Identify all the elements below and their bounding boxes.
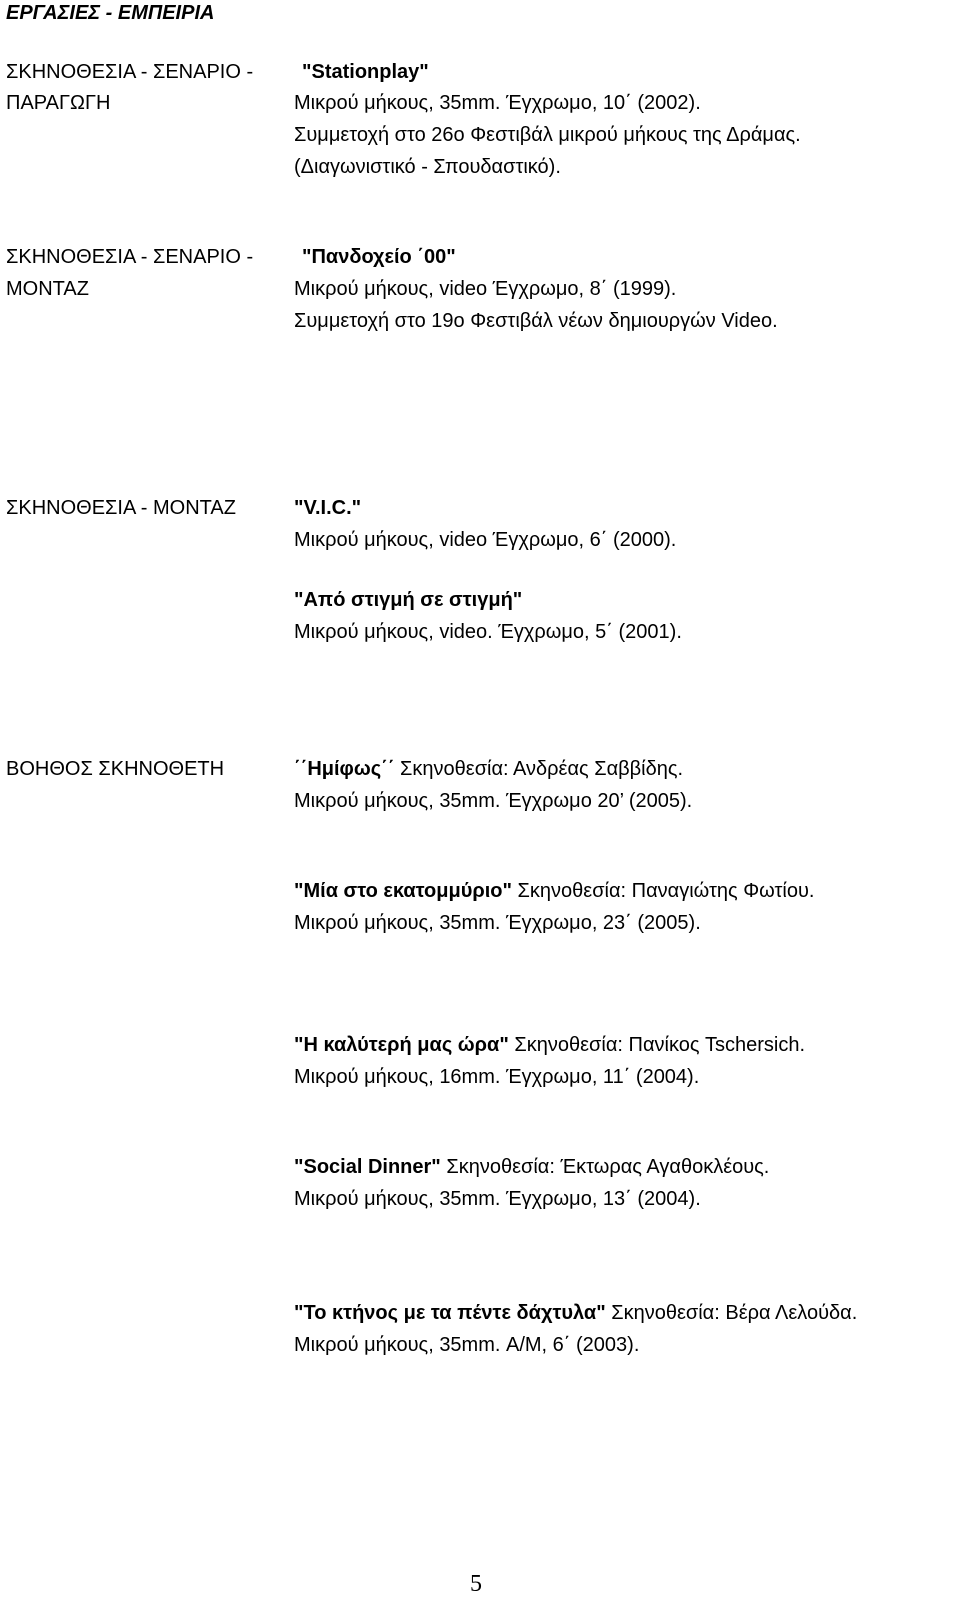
film-details: Μικρού μήκους, 16mm. Έγχρωμο, 11΄ (2004). [294,1066,700,1088]
film-credit-line [294,1301,857,1325]
film-title: "Πανδοχείο ΄00" [302,246,456,268]
film-details: Μικρού μήκους, 35mm. Α/Μ, 6΄ (2003). [294,1334,640,1356]
film-credit-line [294,1155,769,1179]
film-title: ΄΄Ημίφως΄΄ [294,758,395,780]
film-director: Σκηνοθεσία: Βέρα Λελούδα. [611,1302,858,1324]
film-details: Μικρού μήκους, video Έγχρωμο, 6΄ (2000). [294,529,677,551]
film-credit-line [294,757,683,781]
film-details: Μικρού μήκους, 35mm. Έγχρωμο, 13΄ (2004). [294,1188,701,1210]
film-details: Μικρού μήκους, 35mm. Έγχρωμο 20’ (2005). [294,790,693,812]
film-title: "Το κτήνος με τα πέντε δάχτυλα" [294,1302,606,1324]
role-label: ΣΚΗΝΟΘΕΣΙΑ - ΣΕΝΑΡΙΟ - [6,61,254,83]
film-title: "V.I.C." [294,497,362,519]
role-label: ΣΚΗΝΟΘΕΣΙΑ - ΣΕΝΑΡΙΟ - [6,246,254,268]
role-label: ΠΑΡΑΓΩΓΗ [6,92,111,114]
film-details: Μικρού μήκους, 35mm. Έγχρωμο, 23΄ (2005). [294,912,701,934]
film-details: Μικρού μήκους, video. Έγχρωμο, 5΄ (2001). [294,621,682,643]
film-director: Σκηνοθεσία: Πανίκος Tschersich. [514,1034,806,1056]
film-director: Σκηνοθεσία: Ανδρέας Σαββίδης. [400,758,684,780]
role-label: ΣΚΗΝΟΘΕΣΙΑ - ΜΟΝΤΑΖ [6,497,236,519]
film-director: Σκηνοθεσία: Παναγιώτης Φωτίου. [517,880,815,902]
section-heading: ΕΡΓΑΣΙΕΣ - ΕΜΠΕΙΡΙΑ [6,2,215,24]
page-number: 5 [470,1571,482,1597]
film-note: Συμμετοχή στο 26ο Φεστιβάλ μικρού μήκους της Δράμας. [294,124,801,146]
film-details: Μικρού μήκους, 35mm. Έγχρωμο, 10΄ (2002). [294,92,701,114]
film-details: Μικρού μήκους, video Έγχρωμο, 8΄ (1999). [294,278,677,300]
film-credit-line [294,1033,805,1057]
film-title: "Από στιγμή σε στιγμή" [294,589,523,611]
role-label: ΒΟΗΘΟΣ ΣΚΗΝΟΘΕΤΗ [6,758,225,780]
film-director: Σκηνοθεσία: Έκτωρας Αγαθοκλέους. [446,1156,770,1178]
film-title: "Social Dinner" [294,1156,441,1178]
film-title: "Μία στο εκατομμύριο" [294,880,512,902]
film-title: "Stationplay" [302,61,429,83]
film-credit-line [294,879,814,903]
role-label: ΜΟΝΤΑΖ [6,278,89,300]
film-note: (Διαγωνιστικό - Σπουδαστικό). [294,156,561,178]
film-note: Συμμετοχή στο 19ο Φεστιβάλ νέων δημιουργών Video. [294,310,778,332]
film-title: "Η καλύτερή μας ώρα" [294,1034,509,1056]
